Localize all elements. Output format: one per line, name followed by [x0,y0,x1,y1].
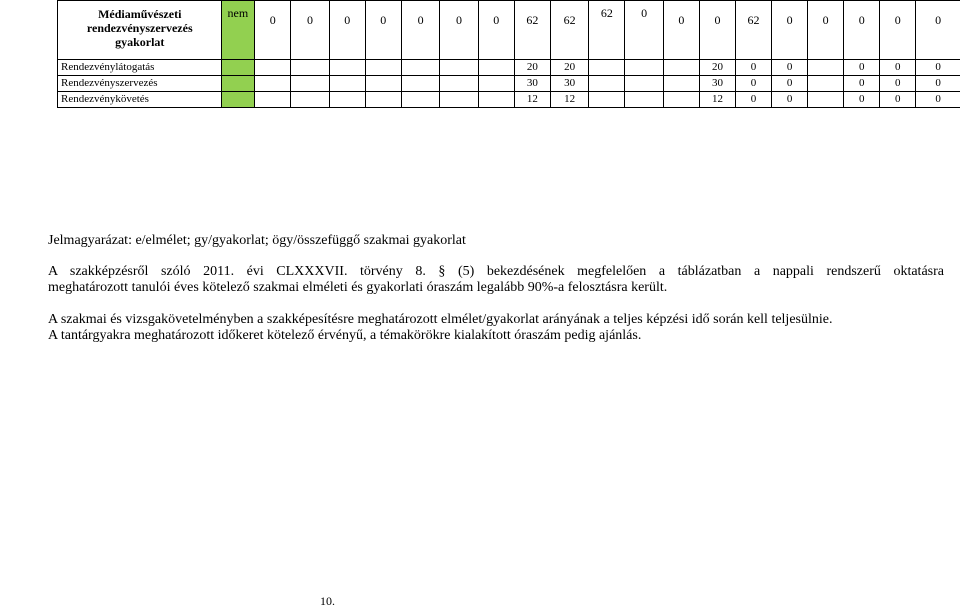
table-cell: 0 [291,1,329,60]
table-cell: 20 [550,60,588,76]
table-cell [478,60,514,76]
table-cell: 0 [880,1,916,60]
table-cell: 0 [844,60,880,76]
table-cell: 0 [844,76,880,92]
table-cell: 0 [440,1,478,60]
table-header-row [58,1,960,60]
table-cell [221,76,255,92]
table-cell: 0 [844,92,880,108]
table-cell: 0 [329,1,365,60]
paragraph-law-reference [48,264,944,296]
table-row [58,60,960,76]
table-cell [401,60,439,76]
table-cell [808,76,844,92]
table-cell: 0 [401,1,439,60]
table-cell [440,92,478,108]
table-row [58,92,960,108]
table-cell [625,92,663,108]
table-cell [589,76,625,92]
table-cell [221,60,255,76]
table-cell: 12 [514,92,550,108]
row-label: Rendezvénylátogatás [58,60,222,76]
table-cell: 0 [772,92,808,108]
table-cell: 30 [550,76,588,92]
table-cell: 62 [514,1,550,60]
table-cell [221,92,255,108]
table-cell: 0 [880,60,916,76]
table-cell: 62 [589,1,625,60]
paragraph-timeframe: A tantárgyakra meghatározott időkeret kötelező érvényű, a témakörökre kialakított óraszám pedig ajánlás. [48,328,944,344]
table-cell: 0 [699,1,735,60]
table-cell: 0 [736,60,772,76]
table-cell: 0 [880,92,916,108]
table-cell [255,60,291,76]
table-cell: 0 [916,76,960,92]
table-cell [808,92,844,108]
table-cell [329,76,365,92]
paragraph-line: meghatározott tanulói éves kötelező szakmai elméleti és gyakorlati óraszám legalább 90%-a felosztásra került. [48,280,944,296]
table-cell [329,60,365,76]
table-cell [401,76,439,92]
table-cell [365,76,401,92]
table-cell [808,60,844,76]
table-cell: 12 [550,92,588,108]
table-cell [365,92,401,108]
table-cell: 0 [772,60,808,76]
table-cell [663,60,699,76]
table-cell [291,76,329,92]
table-cell: 30 [699,76,735,92]
row-label: Rendezvényszervezés [58,76,222,92]
table-cell [440,60,478,76]
table-cell [625,76,663,92]
table-cell: 0 [772,76,808,92]
table-cell [625,60,663,76]
table-cell [255,92,291,108]
table-cell [663,76,699,92]
table-cell: 0 [916,60,960,76]
table-cell [478,92,514,108]
table-cell: 62 [550,1,588,60]
table-cell [291,92,329,108]
table-cell: 12 [699,92,735,108]
module-title-cell: Médiaművészeti rendezvényszervezés gyakorlat [58,1,222,60]
table-cell [255,76,291,92]
table-cell: 0 [808,1,844,60]
table-cell: 30 [514,76,550,92]
table-cell: 0 [478,1,514,60]
table-cell [478,76,514,92]
table-cell: 20 [514,60,550,76]
table-cell: 0 [916,92,960,108]
table-cell [291,60,329,76]
table-cell [589,92,625,108]
table-row [58,76,960,92]
table-cell: 20 [699,60,735,76]
table-cell [365,60,401,76]
table-cell: 62 [736,1,772,60]
table-cell: 0 [255,1,291,60]
table-cell: 0 [736,76,772,92]
table-cell [589,60,625,76]
table-cell [663,92,699,108]
table-cell: 0 [844,1,880,60]
nem-cell: nem [221,1,255,60]
legend-text: Jelmagyarázat: e/elmélet; gy/gyakorlat; ögy/összefüggő szakmai gyakorlat [48,232,466,250]
table-cell: 0 [625,1,663,60]
table-cell: 0 [663,1,699,60]
table-cell [329,92,365,108]
paragraph-ratio: A szakmai és vizsgakövetelményben a szakképesítésre meghatározott elmélet/gyakorlat arányának a teljes képzési idő során kell teljesülnie. [48,312,944,328]
paragraph-line: A szakképzésről szóló 2011. évi CLXXXVII. törvény 8. § (5) bekezdésének megfelelően a táblázatban a nappali rendszerű oktatásra [48,264,944,280]
row-label: Rendezvénykövetés [58,92,222,108]
table-cell [401,92,439,108]
table-cell [440,76,478,92]
table-cell: 0 [880,76,916,92]
table-cell: 0 [365,1,401,60]
table-cell: 0 [772,1,808,60]
curriculum-table [57,0,960,108]
table-cell: 0 [736,92,772,108]
page-number: 10. [320,594,335,609]
table-cell: 0 [916,1,960,60]
